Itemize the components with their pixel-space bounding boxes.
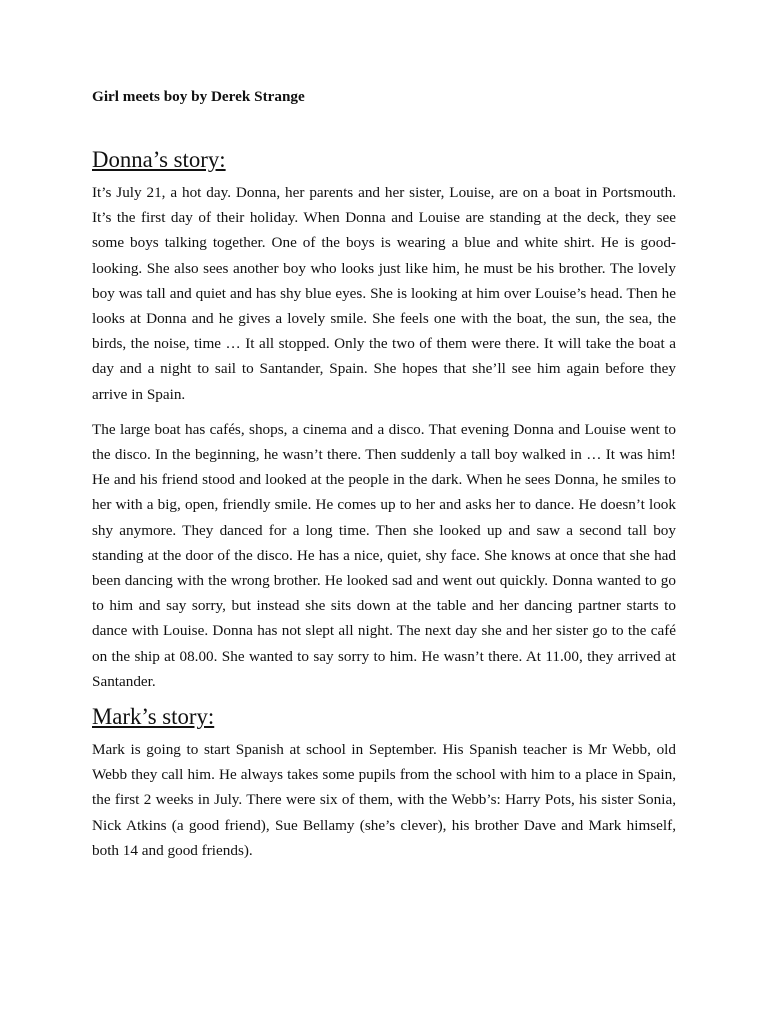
section-heading-donna: Donna’s story: (92, 147, 226, 172)
paragraph: The large boat has cafés, shops, a cinema and a disco. That evening Donna and Louise went to the disco. In the beginning, he wasn’t there. Then suddenly a tall boy walked in … It was him! He and his friend stood and looked at the people in the dark. When he sees Donna, he smiles to her with a big, open, friendly smile. He comes up to her and asks her to dance. He doesn’t look shy anymore. They danced for a long time. Then she looked up and saw a second tall boy standing at the door of the disco. He has a nice, quiet, shy face. She knows at once that she had been dancing with the wrong brother. He looked sad and went out quickly. Donna wanted to go to him and say sorry, but instead she sits down at the table and her dancing partner starts to dance with Louise. Donna has not slept all night. The next day she and her sister go to the café on the ship at 08.00. She wanted to say sorry to him. He wasn’t there. At 11.00, they arrived at Santander. (92, 420, 676, 690)
paragraph: It’s July 21, a hot day. Donna, her parents and her sister, Louise, are on a boat in Portsmouth. It’s the first day of their holiday. When Donna and Louise are standing at the deck, they see some boys talking together. One of the boys is wearing a blue and white shirt. He is good-looking. She also sees another boy who looks just like him, he must be his brother. The lovely boy was tall and quiet and has shy blue eyes. She is looking at him over Louise’s head. Then he looks at Donna and he gives a lovely smile. She feels one with the boat, the sun, the sea, the birds, the noise, time … It all stopped. Only the two of them were there. It will take the boat a day and a night to sail to Santander, Spain. She hopes that she’ll see him again before they arrive in Spain. (92, 184, 676, 403)
section-heading-mark: Mark’s story: (92, 704, 215, 730)
document-page (92, 84, 676, 873)
document-title: Girl meets boy by Derek Strange (92, 88, 305, 105)
paragraph: Mark is going to start Spanish at school in September. His Spanish teacher is Mr Webb, old Webb they call him. He always takes some pupils from the school with him to a place in Spain, the first 2 weeks in July. There were six of them, with the Webb’s: Harry Pots, his sister Sonia, Nick Atkins (a good friend), Sue Bellamy (she’s clever), his brother Dave and Mark himself, both 14 and good friends). (92, 741, 676, 859)
